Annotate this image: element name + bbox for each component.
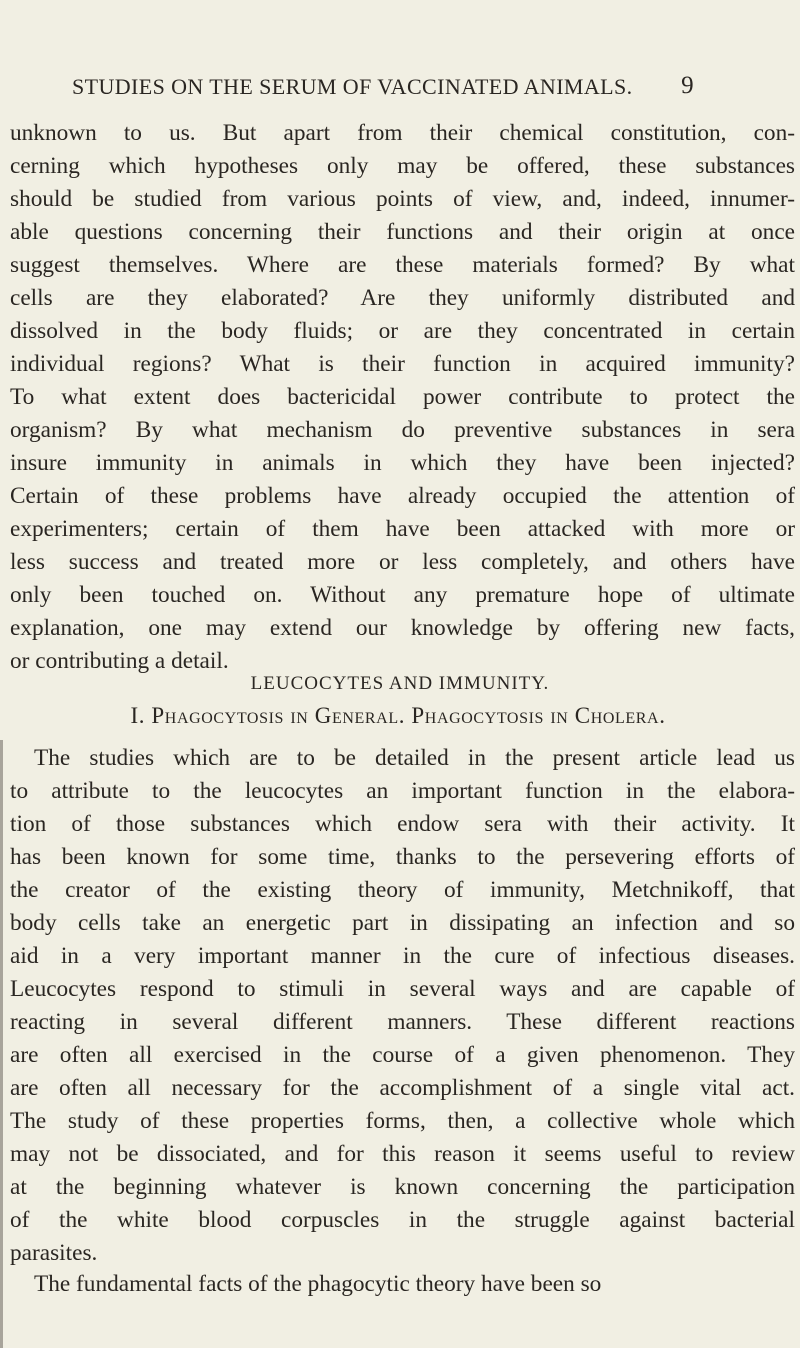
text-line: suggest themselves. Where are these materials formed? By what [10, 252, 795, 278]
text-line: cells are they elaborated? Are they uniformly distributed and [10, 285, 795, 311]
text-line: only been touched on. Without any premature hope of ultimate [10, 582, 795, 608]
text-line: To what extent does bactericidal power contribute to protect the [10, 384, 795, 410]
text-line: are often all exercised in the course of a given phenomenon. They [10, 1042, 795, 1068]
text-line: The study of these properties forms, then, a collective whole which [10, 1108, 795, 1134]
text-line: are often all necessary for the accomplishment of a single vital act. [10, 1075, 795, 1101]
page-number: 9 [681, 72, 694, 99]
text-line: explanation, one may extend our knowledge by offering new facts, [10, 615, 795, 641]
text-line: tion of those substances which endow sera with their activity. It [10, 811, 795, 837]
text-line: aid in a very important manner in the cure of infectious diseases. [10, 943, 795, 969]
text-line: individual regions? What is their function in acquired immunity? [10, 351, 795, 377]
text-line: able questions concerning their functions and their origin at once [10, 219, 795, 245]
text-line: dissolved in the body fluids; or are they concentrated in certain [10, 318, 795, 344]
text-line: The studies which are to be detailed in the present article lead us [34, 745, 795, 771]
text-line: of the white blood corpuscles in the struggle against bacterial [10, 1207, 795, 1233]
text-line: unknown to us. But apart from their chemical constitution, con- [10, 120, 795, 146]
text-line: or contributing a detail. [10, 648, 229, 674]
text-line: may not be dissociated, and for this reason it seems useful to review [10, 1141, 795, 1167]
text-line: organism? By what mechanism do preventive substances in sera [10, 417, 795, 443]
text-line: reacting in several different manners. These different reactions [10, 1009, 795, 1035]
text-line: body cells take an energetic part in dissipating an infection and so [10, 910, 795, 936]
text-line: at the beginning whatever is known concerning the participation [10, 1174, 795, 1200]
text-line: to attribute to the leucocytes an important function in the elabora- [10, 778, 795, 804]
text-line: experimenters; certain of them have been attacked with more or [10, 516, 795, 542]
section-heading: LEUCOCYTES AND IMMUNITY. [250, 673, 550, 694]
text-line: Leucocytes respond to stimuli in several ways and are capable of [10, 976, 795, 1002]
text-line: Certain of these problems have already occupied the attention of [10, 483, 795, 509]
text-line: should be studied from various points of view, and, indeed, innumer- [10, 186, 795, 212]
text-line: has been known for some time, thanks to the persevering efforts of [10, 844, 795, 870]
subheading: I. Phagocytosis in General. Phagocytosis in Cholera. [130, 703, 666, 728]
running-head [72, 74, 694, 104]
running-title: STUDIES ON THE SERUM OF VACCINATED ANIMALS. [72, 74, 633, 99]
text-line: parasites. [10, 1240, 98, 1266]
text-line: less success and treated more or less completely, and others have [10, 549, 795, 575]
text-line: The fundamental facts of the phagocytic theory have been so [34, 1271, 602, 1297]
page-gutter-edge [0, 740, 3, 1348]
text-line: insure immunity in animals in which they have been injected? [10, 450, 795, 476]
text-line: the creator of the existing theory of immunity, Metchnikoff, that [10, 877, 795, 903]
text-line: cerning which hypotheses only may be offered, these substances [10, 153, 795, 179]
